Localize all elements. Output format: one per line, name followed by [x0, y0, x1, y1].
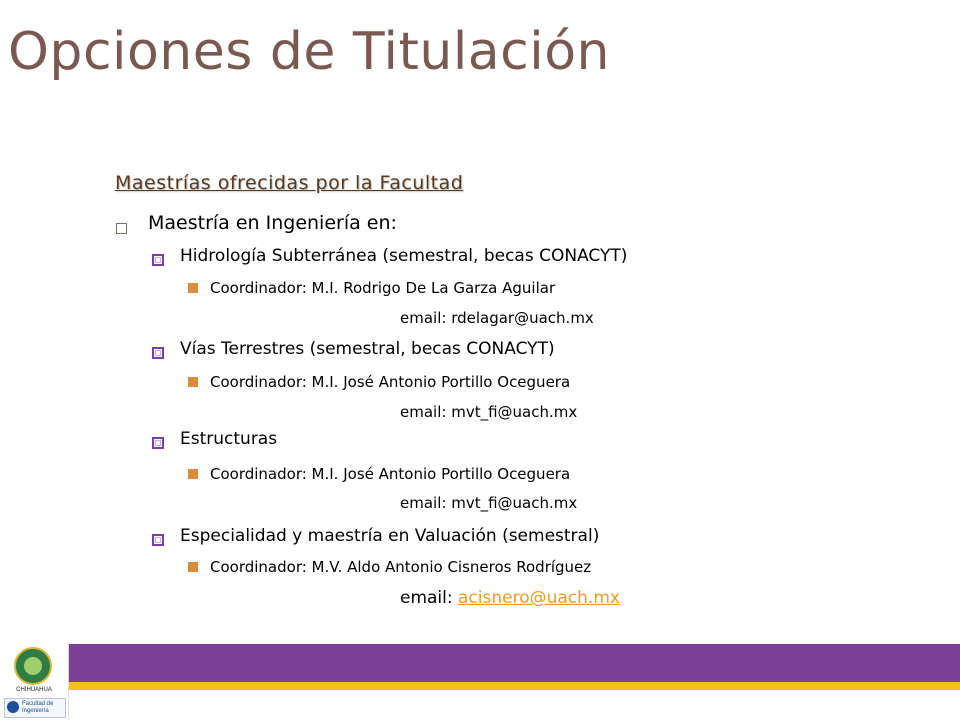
program-coordinator: Coordinador: M.V. Aldo Antonio Cisneros Rodríguez	[210, 558, 592, 576]
program-coordinator: Coordinador: M.I. José Antonio Portillo Oceguera	[210, 373, 571, 391]
square-bullet-icon	[116, 223, 127, 234]
program-name: Estructuras	[180, 429, 278, 449]
program-email	[400, 403, 577, 421]
masters-engineering-label: Maestría en Ingeniería en:	[148, 212, 397, 234]
program-name: Hidrología Subterránea (semestral, becas CONACYT)	[180, 246, 628, 266]
faculty-logo	[4, 698, 66, 718]
program-coordinator: Coordinador: M.I. Rodrigo De La Garza Aguilar	[210, 279, 556, 297]
square-bullet-icon	[188, 283, 198, 293]
program-email	[400, 494, 577, 512]
program-email	[400, 309, 594, 327]
university-name: CHIHUAHUA	[16, 687, 52, 693]
faculty-mark-icon	[7, 701, 19, 713]
logo-panel	[0, 644, 69, 720]
footer-band	[0, 644, 960, 682]
slide-title: Opciones de Titulación	[8, 22, 610, 82]
program-name: Especialidad y maestría en Valuación (semestral)	[180, 526, 600, 546]
square-bullet-icon	[152, 254, 164, 266]
email-link[interactable]: acisnero@uach.mx	[458, 588, 620, 608]
email-address: mvt_fi@uach.mx	[451, 403, 578, 421]
email-label: email:	[400, 403, 452, 421]
email-address: mvt_fi@uach.mx	[451, 494, 578, 512]
square-bullet-icon	[188, 377, 198, 387]
section-heading: Maestrías ofrecidas por la Facultad	[115, 172, 464, 194]
university-seal-icon	[14, 647, 52, 685]
program-name: Vías Terrestres (semestral, becas CONACYT)	[180, 339, 555, 359]
square-bullet-icon	[152, 534, 164, 546]
email-label: email:	[400, 309, 452, 327]
email-label: email:	[400, 494, 452, 512]
square-bullet-icon	[188, 562, 198, 572]
email-label: email:	[400, 588, 459, 608]
square-bullet-icon	[152, 347, 164, 359]
program-coordinator: Coordinador: M.I. José Antonio Portillo Oceguera	[210, 465, 571, 483]
faculty-logo-text: Facultad de Ingeniería	[22, 701, 54, 714]
footer-stripe	[0, 682, 960, 690]
square-bullet-icon	[188, 469, 198, 479]
email-address: rdelagar@uach.mx	[451, 309, 594, 327]
program-email	[400, 588, 620, 608]
square-bullet-icon	[152, 437, 164, 449]
